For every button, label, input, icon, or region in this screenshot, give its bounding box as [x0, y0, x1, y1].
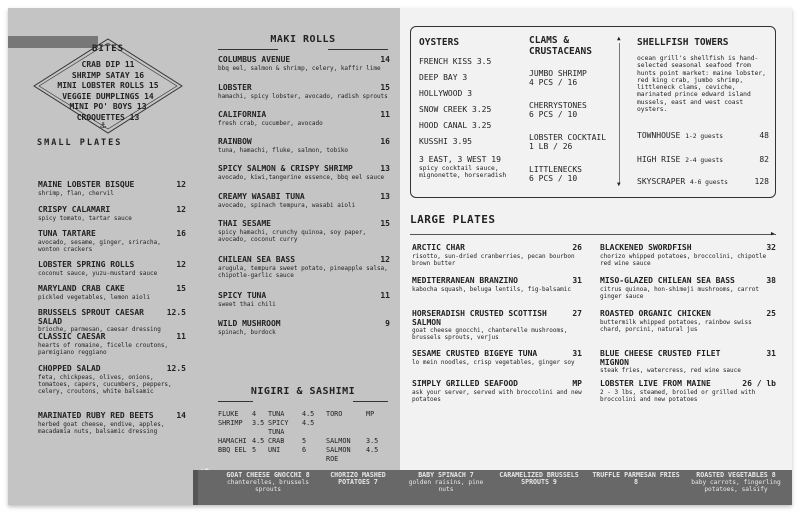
divider [353, 401, 388, 402]
menu-item: CRISPY CALAMARI 12 spicy tomato, tartar sauce [38, 205, 186, 222]
menu-item: BLACKENED SWORDFISH 32 chorizo whipped potatoes, broccolini, chipotle red wine sauce [600, 243, 776, 267]
divider [218, 401, 253, 402]
oyster-item: DEEP BAY 3 [419, 73, 468, 82]
menu-item: CALIFORNIA 11 fresh crab, cucumber, avocado [218, 110, 390, 127]
bites-diamond [30, 35, 186, 137]
menu-item: LOBSTER LIVE FROM MAINE 26 / lb 2 - 3 lbs, steamed, broiled or grilled with broccolini and new potatoes [600, 379, 776, 403]
menu-item: LOBSTER 15 hamachi, spicy lobster, avocado, radish sprouts [218, 83, 390, 100]
nigiri-row: BBQ EEL 5 UNI 6 SALMON ROE 4.5 [218, 446, 379, 463]
clam-item: CHERRYSTONES 6 PCS / 10 [529, 101, 587, 119]
oyster-item: FRENCH KISS 3.5 [419, 57, 492, 66]
nigiri-row: FLUKE 4 TUNA 4.5 TORO MP [218, 410, 375, 418]
menu-item: MARYLAND CRAB CAKE 15 pickled vegetables, lemon aioli [38, 284, 186, 301]
clams-title: CLAMS & CRUSTACEANS [529, 35, 592, 57]
menu-item: WILD MUSHROOM 9 spinach, burdock [218, 319, 390, 336]
oyster-item: SNOW CREEK 3.25 [419, 105, 492, 114]
menu-item: CHILEAN SEA BASS 12 arugula, tempura sweet potato, pineapple salsa, chipotle-garlic sauce [218, 255, 390, 279]
bites-list [30, 60, 186, 123]
bites-item: MINI LOBSTER ROLLS 15 [57, 81, 159, 90]
divider [328, 49, 388, 50]
menu-sheet [8, 8, 792, 505]
nigiri-table [218, 410, 388, 464]
towers-title: SHELLFISH TOWERS [637, 37, 729, 48]
divider [619, 43, 620, 183]
nigiri-title: NIGIRI & SASHIMI [250, 386, 356, 397]
menu-item: SPICY SALMON & CRISPY SHRIMP 13 avocado, kiwi,tangerine essence, bbq eel sauce [218, 164, 390, 181]
menu-item: BLUE CHEESE CRUSTED FILET MIGNON 31 steak fries, watercress, red wine sauce [600, 349, 776, 375]
menu-item: MEDITERRANEAN BRANZINO 31 kabocha squash, beluga lentils, fig-balsamic [412, 276, 582, 293]
bites-item: MINI PO' BOYS 13 [69, 102, 147, 111]
menu-item: MISO-GLAZED CHILEAN SEA BASS 38 citrus quinoa, hon-shimeji mushrooms, carrot ginger sauce [600, 276, 776, 300]
right-panel [400, 8, 792, 505]
small-plates-title: SMALL PLATES [37, 138, 123, 148]
arrow-down-icon: ▼ [617, 181, 621, 188]
oyster-note: spicy cocktail sauce, mignonette, horseradish [419, 165, 507, 180]
side-item: TRUFFLE PARMESAN FRIES 8 [592, 471, 680, 486]
menu-item: MARINATED RUBY RED BEETS 14 herbed goat cheese, endive, apples, macadamia nuts, balsamic dressing [38, 411, 186, 435]
menu-item: MAINE LOBSTER BISQUE 12 shrimp, flan, chervil [38, 180, 186, 197]
nigiri-row: SHRIMP 3.5 SPICY TUNA 4.5 [218, 419, 315, 436]
raw-bar-box [410, 26, 776, 198]
oyster-item: KUSSHI 3.95 [419, 137, 472, 146]
anchor-icon: ⚓ [100, 120, 107, 131]
menu-item: BRUSSELS SPROUT CAESAR SALAD 12.5 brioche, parmesan, caesar dressing [38, 308, 186, 334]
bites-item: SHRIMP SATAY 16 [71, 70, 145, 80]
menu-item: HORSERADISH CRUSTED SCOTTISH SALMON 27 goat cheese gnocchi, chanterelle mushrooms, brussels sprouts, verjus [412, 309, 582, 342]
menu-item: TUNA TARTARE 16 avocado, sesame, ginger, sriracha, wonton crackers [38, 229, 186, 253]
large-plates-title: LARGE PLATES [410, 213, 496, 226]
divider [218, 49, 278, 50]
side-item: BABY SPINACH 7 golden raisins, pine nuts [408, 471, 484, 493]
oysters-title: OYSTERS [419, 37, 460, 48]
maki-title: MAKI ROLLS [270, 34, 336, 45]
bites-item: CRAB DIP 11 [81, 60, 135, 69]
sides-strip [198, 470, 792, 505]
menu-item: ROASTED ORGANIC CHICKEN 25 buttermilk whipped potatoes, rainbow swiss chard, porcini, natural jus [600, 309, 776, 333]
oyster-item: 3 EAST, 3 WEST 19 [419, 155, 501, 164]
menu-item: CLASSIC CAESAR 11 hearts of romaine, ficelle croutons, parmigiano reggiano [38, 332, 186, 356]
tower-item: TOWNHOUSE 1-2 guests 48 [637, 131, 769, 140]
menu-item: SESAME CRUSTED BIGEYE TUNA 31 lo mein noodles, crisp vegetables, ginger soy [412, 349, 582, 366]
tower-item: HIGH RISE 2-4 guests 82 [637, 155, 769, 164]
side-item: CARAMELIZED BRUSSELS SPROUTS 9 [499, 471, 579, 486]
side-item: CHORIZO MASHED POTATOES 7 [330, 471, 386, 486]
divider [410, 234, 776, 235]
menu-item: SIMPLY GRILLED SEAFOOD MP ask your server, served with broccolini and new potatoes [412, 379, 582, 403]
arrow-right-icon: ▸ [770, 229, 776, 239]
menu-item: COLUMBUS AVENUE 14 bbq eel, salmon & shrimp, celery, kaffir lime [218, 55, 390, 72]
clam-item: LITTLENECKS 6 PCS / 10 [529, 165, 582, 183]
left-panel [8, 8, 400, 505]
tower-item: SKYSCRAPER 4-6 guests 128 [637, 177, 769, 186]
clam-item: JUMBO SHRIMP 4 PCS / 16 [529, 69, 587, 87]
oyster-item: HOLLYWOOD 3 [419, 89, 473, 98]
nigiri-row: HAMACHI 4.5 CRAB 5 SALMON 3.5 [218, 437, 379, 445]
side-item: ROASTED VEGETABLES 8 baby carrots, fingerling potatoes, salsify [691, 471, 781, 493]
menu-item: LOBSTER SPRING ROLLS 12 coconut sauce, yuzu-mustard sauce [38, 260, 186, 277]
menu-item: THAI SESAME 15 spicy hamachi, crunchy quinoa, soy paper, avocado, coconut curry [218, 219, 390, 243]
menu-item: CHOPPED SALAD 12.5 feta, chickpeas, olives, onions, tomatoes, capers, cucumbers, peppers, celery, croutons, white balsamic [38, 364, 186, 395]
menu-item: CREAMY WASABI TUNA 13 avocado, spinach tempura, wasabi aioli [218, 192, 390, 209]
menu-item: RAINBOW 16 tuna, hamachi, fluke, salmon, tobiko [218, 137, 390, 154]
bites-item: CROQUETTES 13 [76, 112, 140, 122]
bites-title: BITES [91, 44, 125, 54]
arrow-up-icon: ▲ [617, 35, 621, 42]
menu-item: SPICY TUNA 11 sweet thai chili [218, 291, 390, 308]
menu-item: ARCTIC CHAR 26 risotto, sun-dried cranberries, pecan bourbon brown butter [412, 243, 582, 267]
bites-item: VEGGIE DUMPLINGS 14 [62, 91, 154, 101]
clam-item: LOBSTER COCKTAIL 1 LB / 26 [529, 133, 607, 151]
towers-desc: ocean grill's shellfish is hand-selected seasonal seafood from hunts point market: maine lobster, red king crab, jumbo shrimp, littleneck clams, ceviche, marinated prince edward island mussels, east and west coast oysters. [637, 55, 766, 114]
side-item: GOAT CHEESE GNOCCHI 8 chanterelles, brussels sprouts [226, 471, 310, 493]
oyster-item: HOOD CANAL 3.25 [419, 121, 492, 130]
